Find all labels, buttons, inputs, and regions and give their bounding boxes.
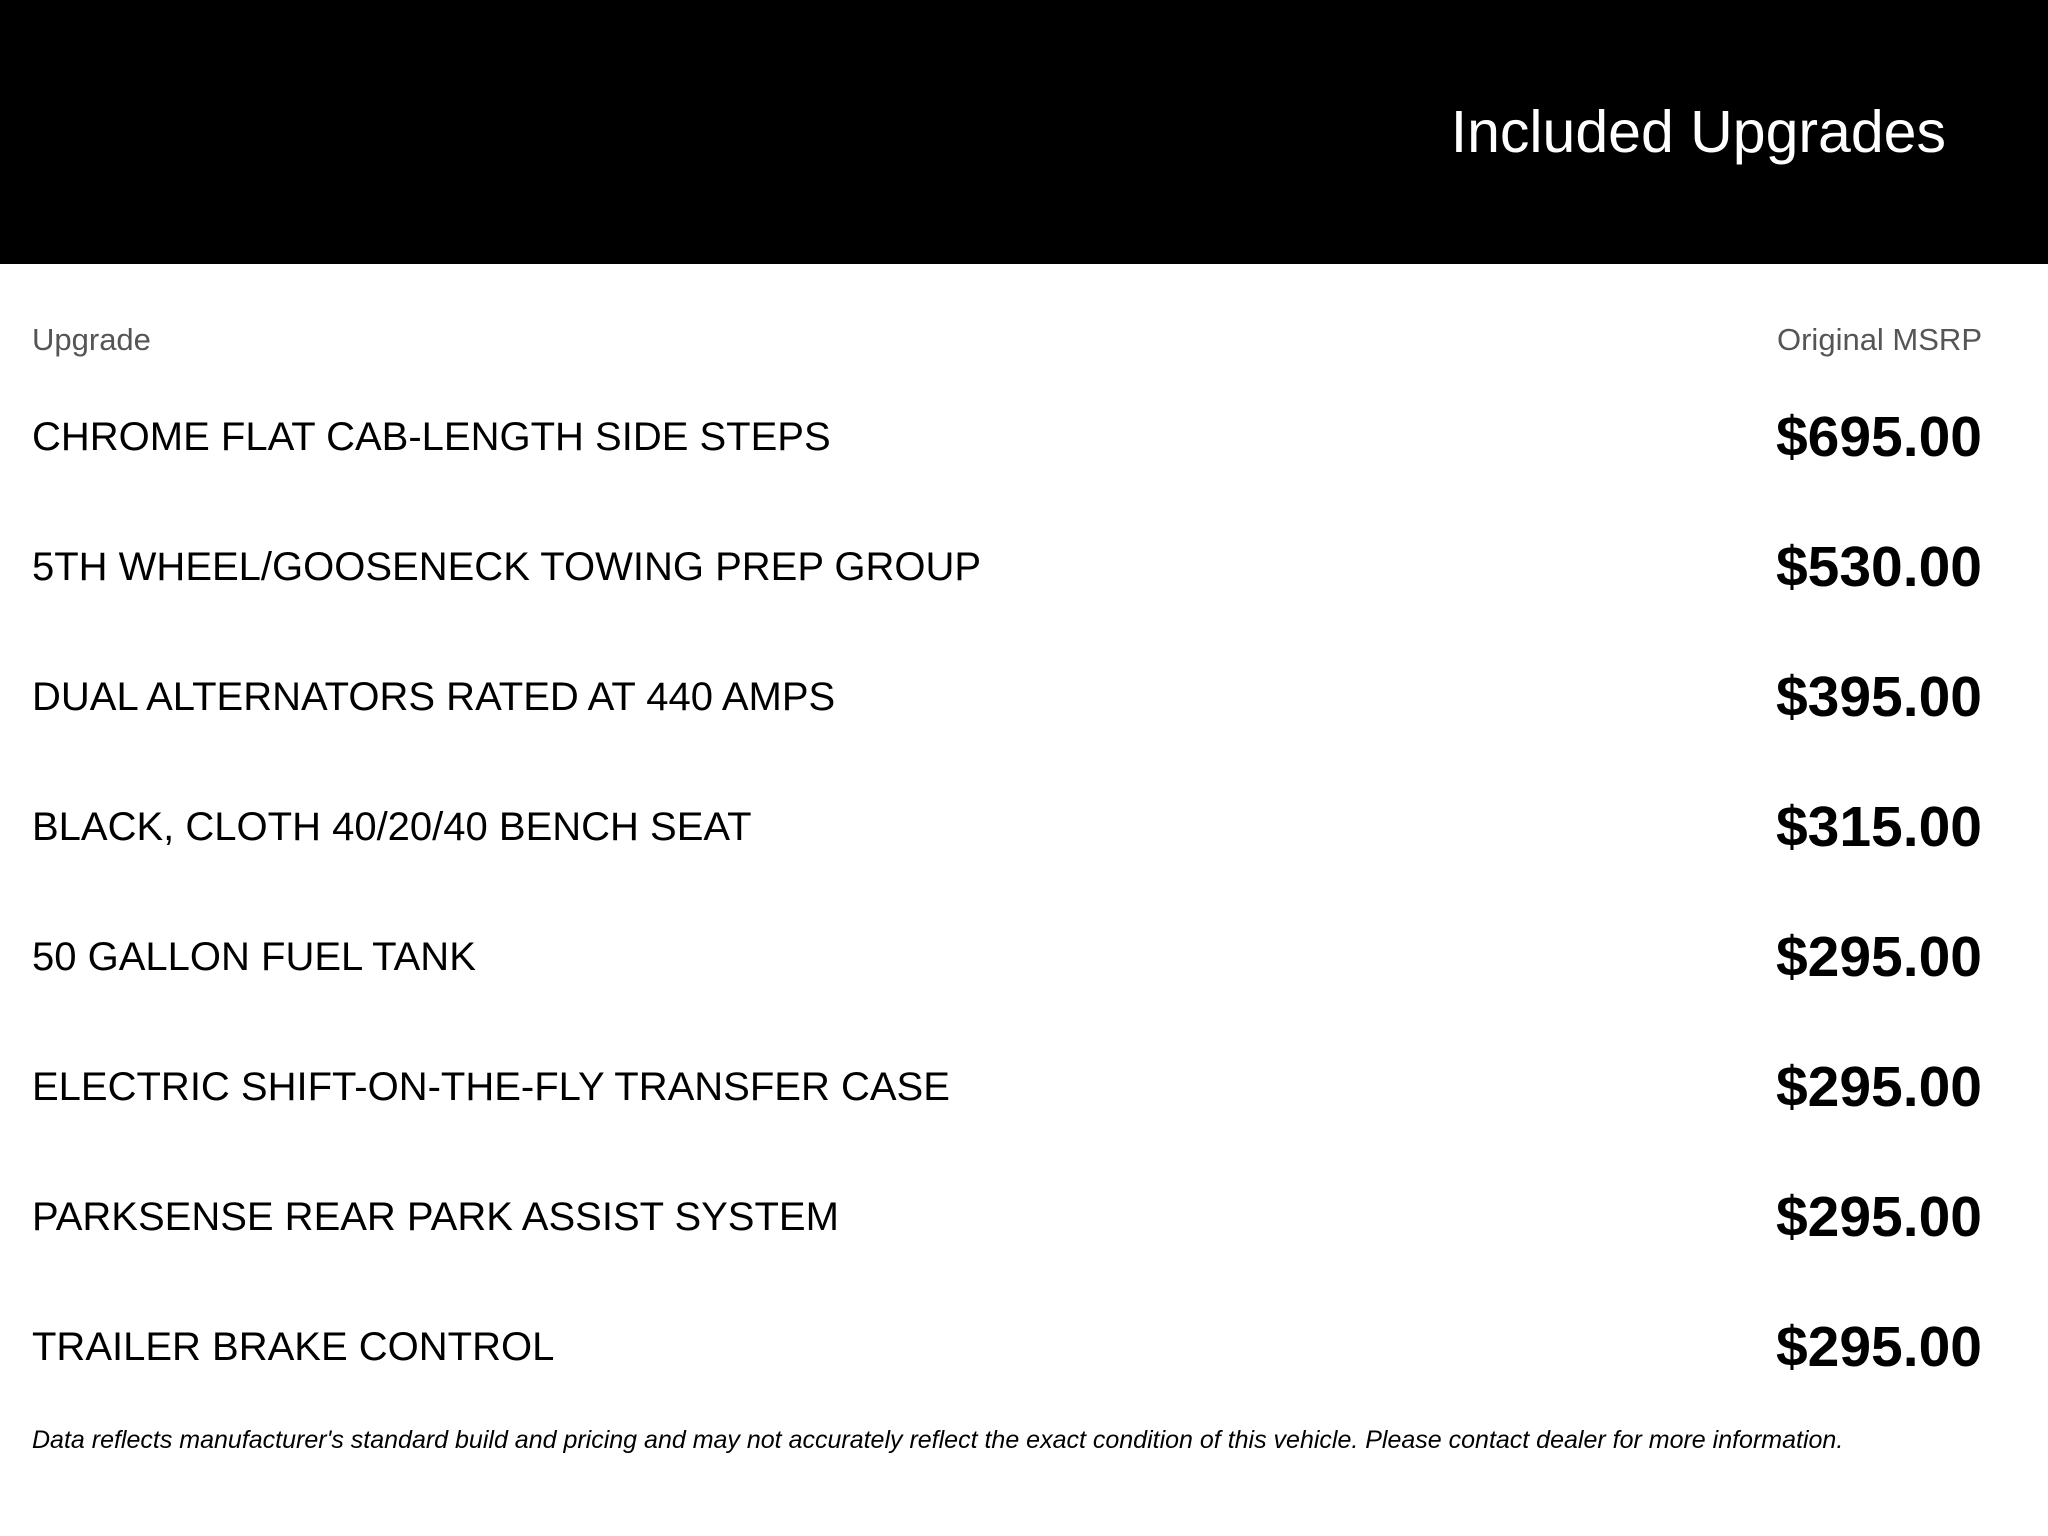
upgrade-name: ELECTRIC SHIFT-ON-THE-FLY TRANSFER CASE	[32, 1065, 950, 1109]
upgrade-row	[0, 892, 2048, 1022]
upgrade-name: 50 GALLON FUEL TANK	[32, 935, 476, 979]
upgrade-row	[0, 762, 2048, 892]
upgrade-row	[0, 1282, 2048, 1412]
upgrades-list	[0, 372, 2048, 1412]
upgrade-name: PARKSENSE REAR PARK ASSIST SYSTEM	[32, 1195, 839, 1239]
upgrade-row	[0, 1152, 2048, 1282]
column-header-msrp: Original MSRP	[1777, 322, 1982, 357]
column-header-upgrade: Upgrade	[32, 322, 151, 357]
upgrade-name: CHROME FLAT CAB-LENGTH SIDE STEPS	[32, 415, 831, 459]
upgrade-price: $295.00	[1775, 1185, 1982, 1249]
upgrade-name: BLACK, CLOTH 40/20/40 BENCH SEAT	[32, 805, 752, 849]
upgrade-row	[0, 502, 2048, 632]
upgrade-price: $395.00	[1775, 665, 1982, 729]
upgrade-price: $530.00	[1775, 535, 1982, 599]
header-banner	[0, 0, 2048, 264]
upgrade-name: 5TH WHEEL/GOOSENECK TOWING PREP GROUP	[32, 545, 982, 589]
upgrade-row	[0, 1022, 2048, 1152]
page-title: Included Upgrades	[1450, 99, 1946, 165]
upgrade-price: $295.00	[1775, 1055, 1982, 1119]
upgrade-row	[0, 372, 2048, 502]
upgrade-name: DUAL ALTERNATORS RATED AT 440 AMPS	[32, 675, 836, 719]
upgrade-name: TRAILER BRAKE CONTROL	[32, 1325, 555, 1369]
upgrade-price: $315.00	[1775, 795, 1982, 859]
upgrade-price: $295.00	[1775, 925, 1982, 989]
disclaimer-text: Data reflects manufacturer's standard build and pricing and may not accurately reflect the exact condition of this vehicle. Please contact dealer for more information.	[32, 1426, 1844, 1454]
upgrade-price: $695.00	[1775, 405, 1982, 469]
upgrade-row	[0, 632, 2048, 762]
upgrade-price: $295.00	[1775, 1315, 1982, 1379]
